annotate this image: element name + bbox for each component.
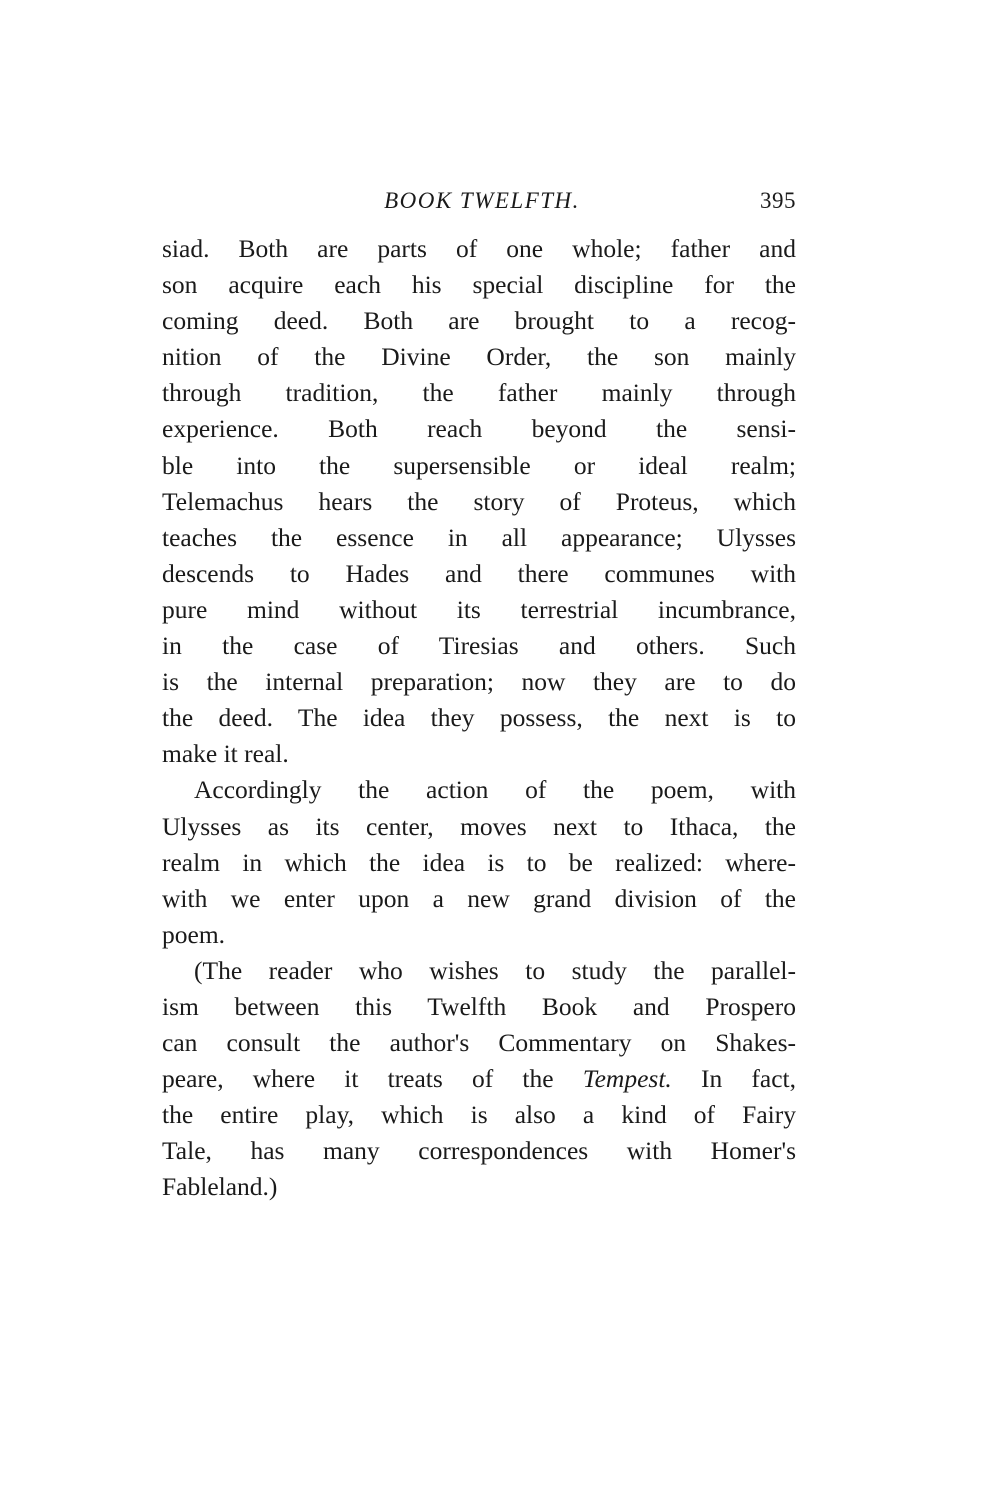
text-line: ble into the supersensible or ideal realm; — [162, 450, 796, 480]
text-line: Fableland.) — [162, 1172, 278, 1202]
text-line: nition of the Divine Order, the son mainly — [162, 342, 796, 372]
text-line: siad. Both are parts of one whole; father and — [162, 234, 796, 263]
paragraph — [162, 953, 796, 1206]
text-line: Ulysses as its center, moves next to Ithaca, the — [162, 811, 796, 841]
body-text — [162, 231, 796, 1206]
text-line: son acquire each his special discipline for the — [162, 270, 796, 300]
text-line: in the case of Tiresias and others. Such — [162, 631, 796, 661]
text-line: coming deed. Both are brought to a recog- — [162, 306, 796, 336]
text-line: the entire play, which is also a kind of Fairy — [162, 1100, 796, 1130]
text-line: realm in which the idea is to be realized: where- — [162, 847, 796, 877]
text-line: teaches the essence in all appearance; Ulysses — [162, 522, 796, 552]
running-title: BOOK TWELFTH. — [384, 188, 580, 213]
text-line: Accordingly the action of the poem, with — [194, 775, 796, 805]
text-line: pure mind without its terrestrial incumbrance, — [162, 594, 796, 624]
text-line-with-italic — [162, 1061, 796, 1097]
text-line: Telemachus hears the story of Proteus, which — [162, 486, 796, 516]
line-tail: In fact, — [671, 1064, 796, 1094]
running-head — [162, 184, 796, 218]
line-lead: peare, where it treats of the — [162, 1064, 583, 1094]
text-line: (The reader who wishes to study the parallel- — [194, 955, 796, 985]
paragraph — [162, 231, 796, 772]
text-line: experience. Both reach beyond the sensi- — [162, 414, 796, 444]
text-line: ism between this Twelfth Book and Prospero — [162, 991, 796, 1021]
text-line: the deed. The idea they possess, the next is to — [162, 703, 796, 733]
text-line: make it real. — [162, 739, 289, 769]
text-line: through tradition, the father mainly through — [162, 378, 796, 408]
text-line: poem. — [162, 919, 226, 949]
text-line: descends to Hades and there communes with — [162, 558, 796, 588]
italic-title: Tempest. — [582, 1064, 672, 1094]
paragraph — [162, 772, 796, 952]
text-line: can consult the author's Commentary on Shakes- — [162, 1028, 796, 1058]
text-line: is the internal preparation; now they are to do — [162, 667, 796, 697]
text-line: with we enter upon a new grand division of the — [162, 883, 796, 913]
text-line: Tale, has many correspondences with Homer's — [162, 1136, 796, 1166]
page-number: 395 — [760, 188, 796, 213]
